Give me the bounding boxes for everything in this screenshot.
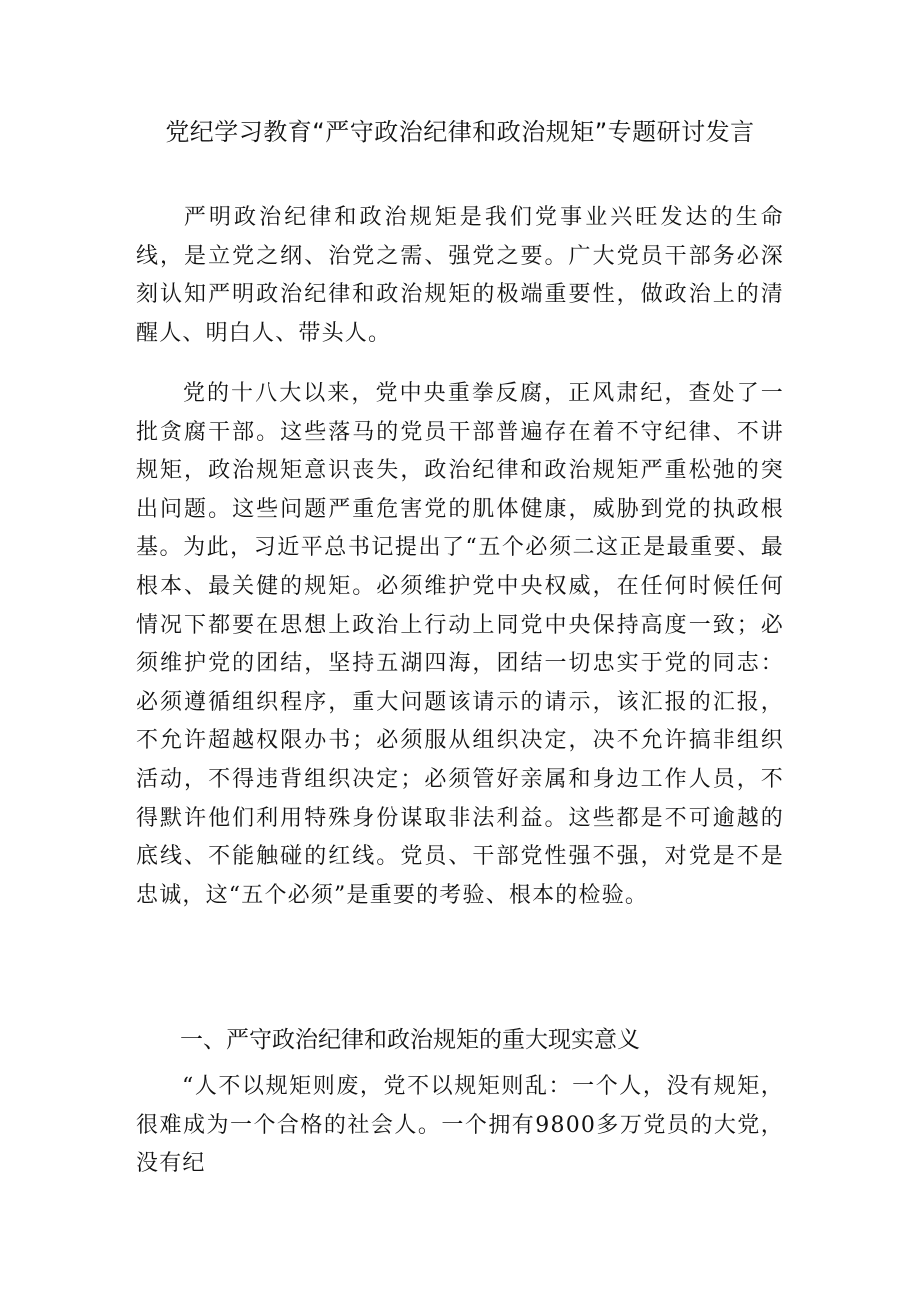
section-heading: 一、严守政治纪律和政治规矩的重大现实意义 (180, 1027, 640, 1053)
paragraph-2-text: 党的十八大以来，党中央重拳反腐，正风肃纪，查处了一批贪腐干部。这些落马的党员干部普遍存在着不守纪律、不讲规矩，政治规矩意识丧失，政治纪律和政治规矩严重松弛的突出问题。这些问题严重危害党的肌体健康，威胁到党的执政根基。为此，习近平总书记提出了“五个必须二这正是最重要、最根本、最关健的规矩。必须维护党中央权威，在任何时候任何情况下都要在思想上政治上行动上同党中央保持高度一致；必须维护党的团结，坚持五湖四海，团结一切忠实于党的同志：必须遵循组织程序，重大问题该请示的请示，该汇报的汇报，不允许超越权限办书；必须服从组织决定，决不允许搞非组织活动，不得违背组织决定；必须管好亲属和身边工作人员，不得默许他们利用特殊身份谋取非法利益。这些都是不可逾越的底线、不能触碰的红线。党员、干部党性强不强，对党是不是忠诚，这“五个必须”是重要的考验、根本的检验。 (136, 381, 784, 908)
paragraph-1 (136, 199, 784, 353)
paragraph-2 (136, 375, 784, 915)
document-title: 党纪学习教育“严守政治纪律和政治规矩”专题研讨发言 (165, 118, 755, 146)
section-paragraph (136, 1068, 784, 1184)
paragraph-1-text: 严明政治纪律和政治规矩是我们党事业兴旺发达的生命线，是立党之纲、治党之需、强党之要。广大党员干部务必深刻认知严明政治纪律和政治规矩的极端重要性，做政治上的清醒人、明白人、带头人。 (136, 205, 784, 346)
section-paragraph-text: “人不以规矩则废，党不以规矩则乱：一个人，没有规矩，很难成为一个合格的社会人。一个拥有9800多万党员的大党，没有纪 (136, 1074, 784, 1177)
